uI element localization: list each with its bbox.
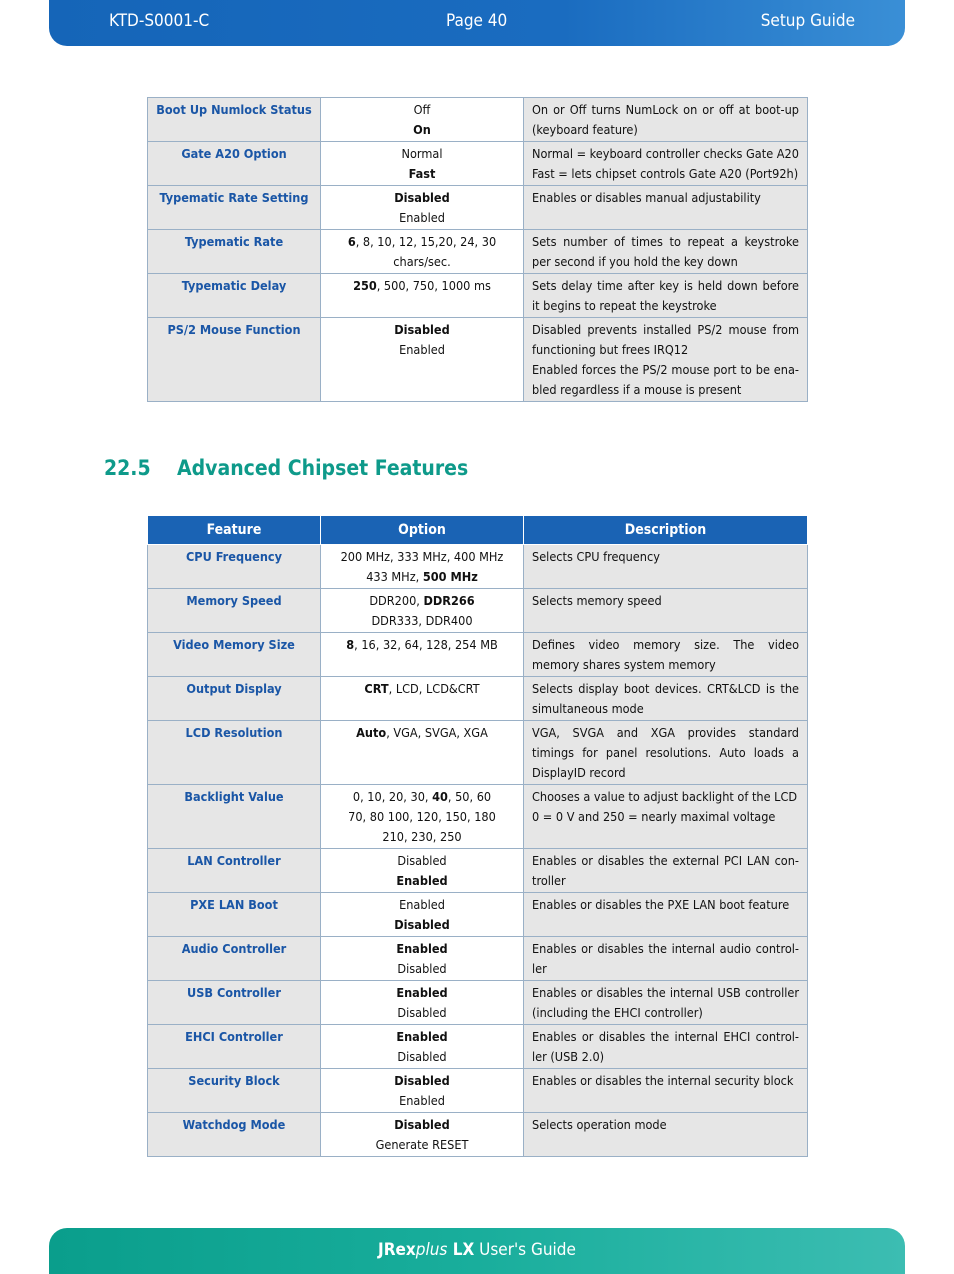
description-cell [524,677,808,721]
column-header-feature: Feature [148,516,321,545]
option-default-value: 40 [432,789,448,804]
option-default-value: Enabled [396,985,448,1000]
option-cell [321,274,524,318]
guide-title: Setup Guide [760,11,855,31]
table-header-row [148,516,808,545]
feature-cell: LAN Controller [148,849,321,893]
table-row [148,545,808,589]
option-default-value: 8 [346,637,355,652]
feature-cell: Typematic Rate [148,230,321,274]
page-number: Page 40 [446,11,508,31]
option-default-value: Fast [408,166,436,181]
description-cell [524,1113,808,1157]
option-line [329,827,515,847]
option-line [329,591,515,611]
option-value: Normal [401,146,443,161]
option-line [329,1047,515,1067]
description-text: Selects CPU frequency [532,549,660,564]
table-row [148,98,808,142]
table-row [148,721,808,785]
description-text: Enables or disables the internal USB controller (including the EHCI controller) [532,985,799,1020]
page-header [49,0,905,46]
description-text: Sets delay time after key is held down before it begins to repeat the keystroke [532,278,799,313]
description-cell [524,1025,808,1069]
feature-cell: EHCI Controller [148,1025,321,1069]
option-cell [321,633,524,677]
option-line [329,871,515,891]
option-default-value: CRT [364,681,389,696]
description-cell [524,849,808,893]
description-text: Fast = lets chipset controls Gate A20 (Port92h) [532,166,799,181]
feature-cell: Output Display [148,677,321,721]
description-text: Disabled prevents installed PS/2 mouse from functioning but frees IRQ12 [532,322,799,357]
description-text: Enables or disables the PXE LAN boot feature [532,897,790,912]
description-text: 0 = 0 V and 250 = nearly maximal voltage [532,809,776,824]
description-text: Normal = keyboard controller checks Gate A20 [532,146,799,161]
option-line [329,915,515,935]
option-line [329,252,515,272]
option-default-value: On [413,122,431,137]
option-value: Enabled [399,210,445,225]
option-line [329,208,515,228]
feature-cell: Typematic Delay [148,274,321,318]
feature-cell: Typematic Rate Setting [148,186,321,230]
footer-brand: JRex [378,1240,416,1260]
table-row [148,1113,808,1157]
description-cell [524,785,808,849]
option-default-value: Disabled [394,1117,450,1132]
description-cell [524,633,808,677]
description-cell [524,893,808,937]
option-line [329,635,515,655]
option-default-value: Disabled [394,190,450,205]
option-value: Disabled [397,853,447,868]
footer-suffix: User's Guide [474,1240,576,1260]
section-number: 22.5 [104,456,151,480]
bios-settings-table-top [147,97,808,402]
option-default-value: Enabled [396,873,448,888]
page-footer [49,1228,905,1274]
option-line [329,787,515,807]
option-default-value: 250 [353,278,377,293]
option-cell [321,1025,524,1069]
feature-cell: Security Block [148,1069,321,1113]
option-value: chars/sec. [393,254,451,269]
description-text: Chooses a value to adjust backlight of the LCD [532,789,798,804]
option-line [329,939,515,959]
option-default-value: Disabled [394,322,450,337]
option-cell [321,893,524,937]
description-cell [524,545,808,589]
description-cell [524,589,808,633]
option-line [329,567,515,587]
option-cell [321,785,524,849]
option-line [329,188,515,208]
feature-cell: Boot Up Numlock Status [148,98,321,142]
feature-cell: CPU Frequency [148,545,321,589]
option-value: 210, 230, 250 [382,829,462,844]
feature-cell: PS/2 Mouse Function [148,318,321,402]
option-value: , 16, 32, 64, 128, 254 MB [354,637,498,652]
option-cell [321,186,524,230]
description-text: Enables or disables manual adjustability [532,190,761,205]
option-value: 0, 10, 20, 30, [352,789,433,804]
feature-cell: PXE LAN Boot [148,893,321,937]
option-default-value: 500 MHz [422,569,478,584]
advanced-chipset-table [147,515,808,1157]
option-value: DDR200, [369,593,424,608]
option-cell [321,545,524,589]
description-text: VGA, SVGA and XGA provides standard timings for panel resolutions. Auto loads a DisplayID record [532,725,799,780]
option-line [329,1091,515,1111]
option-line [329,1003,515,1023]
option-value: 200 MHz, 333 MHz, 400 MHz [340,549,504,564]
option-line [329,144,515,164]
option-cell [321,98,524,142]
option-value: Disabled [397,1005,447,1020]
option-value: Off [413,102,431,117]
description-text: Selects operation mode [532,1117,667,1132]
table-row [148,785,808,849]
description-text: Sets number of times to repeat a keystroke per second if you hold the key down [532,234,799,269]
option-line [329,547,515,567]
table-row [148,589,808,633]
option-default-value: Enabled [396,1029,448,1044]
table-row [148,1025,808,1069]
option-cell [321,849,524,893]
option-value: Generate RESET [375,1137,469,1152]
description-text: Selects memory speed [532,593,662,608]
option-value: , 8, 10, 12, 15,20, 24, 30 [355,234,497,249]
table-row [148,318,808,402]
description-text: Defines video memory size. The video memory shares system memory [532,637,799,672]
option-line [329,723,515,743]
option-line [329,895,515,915]
description-cell [524,937,808,981]
table-row [148,142,808,186]
option-value: , 500, 750, 1000 ms [376,278,491,293]
doc-id: KTD-S0001-C [109,11,210,31]
option-value: , VGA, SVGA, XGA [386,725,488,740]
option-value: Enabled [399,1093,445,1108]
description-cell [524,98,808,142]
option-line [329,959,515,979]
option-default-value: Disabled [394,917,450,932]
footer-brand-italic: plus [415,1240,448,1260]
option-line [329,120,515,140]
option-cell [321,230,524,274]
option-line [329,611,515,631]
option-line [329,100,515,120]
section-heading [104,456,468,480]
description-cell [524,274,808,318]
feature-cell: Watchdog Mode [148,1113,321,1157]
table-row [148,186,808,230]
option-cell [321,677,524,721]
table-row [148,274,808,318]
description-text: Enables or disables the internal security block [532,1073,794,1088]
option-line [329,340,515,360]
option-line [329,1071,515,1091]
option-value: Disabled [397,961,447,976]
option-line [329,232,515,252]
section-title: Advanced Chipset Features [177,456,469,480]
option-line [329,851,515,871]
feature-cell: USB Controller [148,981,321,1025]
table-row [148,849,808,893]
table-row [148,981,808,1025]
table-row [148,633,808,677]
table-row [148,937,808,981]
option-default-value: Auto [356,725,387,740]
footer-model: LX [447,1240,475,1260]
option-default-value: 6 [347,234,356,249]
option-value: DDR333, DDR400 [371,613,473,628]
option-line [329,320,515,340]
option-default-value: Enabled [396,941,448,956]
description-cell [524,142,808,186]
option-value: 70, 80 100, 120, 150, 180 [348,809,496,824]
table-row [148,230,808,274]
option-cell [321,937,524,981]
feature-cell: Video Memory Size [148,633,321,677]
table-row [148,677,808,721]
description-cell [524,186,808,230]
option-line [329,1135,515,1155]
option-line [329,983,515,1003]
description-cell [524,721,808,785]
option-value: Enabled [399,897,445,912]
option-cell [321,142,524,186]
feature-cell: LCD Resolution [148,721,321,785]
option-default-value: Disabled [394,1073,450,1088]
feature-cell: Audio Controller [148,937,321,981]
feature-cell: Gate A20 Option [148,142,321,186]
table-row [148,1069,808,1113]
option-line [329,807,515,827]
description-cell [524,318,808,402]
description-text: Enables or disables the external PCI LAN con-troller [532,853,799,888]
table-row [148,893,808,937]
feature-cell: Memory Speed [148,589,321,633]
column-header-option: Option [321,516,524,545]
description-text: Selects display boot devices. CRT&LCD is the simultaneous mode [532,681,799,716]
option-cell [321,981,524,1025]
description-cell [524,1069,808,1113]
option-cell [321,1113,524,1157]
option-cell [321,318,524,402]
option-line [329,164,515,184]
option-value: 433 MHz, [366,569,423,584]
description-cell [524,230,808,274]
option-default-value: DDR266 [423,593,475,608]
option-cell [321,1069,524,1113]
column-header-description: Description [524,516,808,545]
option-cell [321,721,524,785]
description-text: Enables or disables the internal EHCI control-ler (USB 2.0) [532,1029,799,1064]
description-text: Enabled forces the PS/2 mouse port to be ena-bled regardless if a mouse is present [532,362,799,397]
option-cell [321,589,524,633]
option-value: , LCD, LCD&CRT [388,681,480,696]
description-text: On or Off turns NumLock on or off at boot-up (keyboard feature) [532,102,799,137]
footer-title [49,1240,905,1260]
option-line [329,1027,515,1047]
feature-cell: Backlight Value [148,785,321,849]
option-value: , 50, 60 [447,789,492,804]
option-line [329,276,515,296]
option-value: Disabled [397,1049,447,1064]
description-cell [524,981,808,1025]
option-line [329,679,515,699]
description-text: Enables or disables the internal audio control-ler [532,941,799,976]
option-line [329,1115,515,1135]
option-value: Enabled [399,342,445,357]
